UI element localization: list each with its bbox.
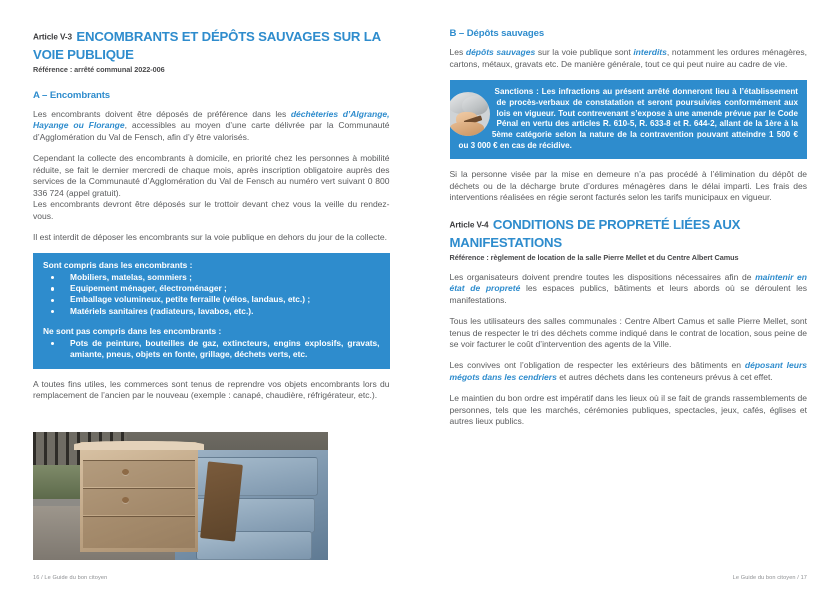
footer-left: 16 / Le Guide du bon citoyen (33, 575, 108, 581)
article-title: CONDITIONS DE PROPRETÉ LIÉES AUX MANIFESTATIONS (449, 216, 741, 250)
paragraph-organisateurs (450, 272, 808, 307)
list-item: Emballage volumineux, petite ferraille (vélos, landaus, etc.) ; (43, 294, 380, 305)
info-box-encombrants (33, 253, 390, 368)
photo-drawer-knob (122, 497, 129, 503)
p1-pre: Les encombrants doivent être déposés de préférence dans les (33, 108, 291, 119)
paragraph-encombrants-decheteries (33, 109, 390, 144)
info-box-excluded-title: Ne sont pas compris dans les encombrants : (43, 326, 222, 337)
pb1-c: , notamment les ordures ménagères, cartons, métaux, gravats etc. De manière générale, tout ce qui peut nuire au cadre de vie. (449, 47, 808, 69)
info-box-spacer (43, 317, 380, 326)
photo-sofa-back (184, 457, 318, 496)
photo-bulky-waste (33, 432, 328, 560)
paragraph-convives-megots (450, 360, 808, 383)
pb1-hl1: dépôts sauvages (465, 47, 536, 57)
paragraph-commerces-reprise: A toutes fins utiles, les commerces sont tenus de reprendre vos objets encombrants lors du remplacement de l’ancien par le nouveau (exemple : canapé, chaudière, réfrigérateur, etc.). (33, 378, 390, 401)
sanctions-text: Sanctions : Les infractions au présent arrêté donneront lieu à l’établissement de procès-verbaux de constatation et seront poursuivies conformément aux lois en vigueur. Tout contrevenant s’expose à une amende prévue par le Code Pénal en vertu des articles R. 610-5, R. 633-8 et R. 644-2, allant de la 1ère à la 5ème catégorie selon la nature de la contravention pouvant atteindre 1 500 € ou 3 000 € en cas de récidive. (458, 86, 798, 151)
article-reference: Référence : arrêté communal 2022-006 (33, 64, 165, 74)
pr3-a: Les convives ont l’obligation de respecter les extérieurs des bâtiments en (449, 360, 745, 371)
list-item: Pots de peinture, bouteilles de gaz, extincteurs, engins explosifs, gravats, amiante, pneus, objets en fonte, grillage, déchets verts, etc. (43, 338, 380, 361)
paragraph-depots-sauvages (450, 47, 808, 70)
info-box-included-list (43, 272, 380, 318)
page-right (420, 0, 839, 595)
section-heading-a: A – Encombrants (33, 89, 111, 101)
info-box-excluded-list (43, 338, 380, 361)
paragraph-bon-ordre: Le maintien du bon ordre est impératif dans les lieux où il se fait de grands rassemblements de personnes, tels que les marchés, cérémonies publiques, spectacles, jeux, cafés, églises et autres lieux publics. (449, 392, 807, 427)
photo-drawer (83, 460, 195, 487)
paragraph-interdiction: Il est interdit de déposer les encombrants sur la voie publique en dehors du jour de la collecte. (33, 232, 387, 243)
list-item: Matériels sanitaires (radiateurs, lavabos, etc.). (43, 306, 380, 317)
list-item: Mobiliers, matelas, sommiers ; (43, 272, 380, 283)
info-box-included-title: Sont compris dans les encombrants : (43, 260, 193, 271)
paragraph-salles-communales: Tous les utilisateurs des salles communales : Centre Albert Camus et salle Pierre Mellet, sont tenus de respecter le tri des déchets comme indiqué dans le contrat de location, sous peine de se voir facturer le coût d’intervention des agents de la Ville. (449, 316, 807, 350)
p1-post: , accessibles au moyen d’une carte délivrée par la Communauté d’Agglomération du Val de Fensch, afin d’y être valorisés. (33, 120, 390, 142)
list-item: Equipement ménager, électroménager ; (43, 283, 380, 294)
pr1-b: les espaces publics, bâtiments et leurs abords où se déroulent les manifestations. (449, 283, 807, 305)
article-heading-v3 (33, 28, 390, 64)
pr3-hl: déposant leurs mégots dans les cendriers (449, 360, 807, 382)
footer-right: Le Guide du bon citoyen / 17 (732, 575, 807, 581)
photo-drawer-knob (122, 469, 129, 475)
judge-hand (450, 122, 484, 136)
pb1-b: sur la voie publique sont (535, 47, 634, 57)
section-heading-b: B – Dépôts sauvages (449, 28, 545, 39)
photo-dresser-top (74, 441, 204, 450)
pr1-hl: maintenir en état de propreté (449, 271, 807, 294)
sanctions-box (450, 80, 808, 159)
pr3-b: et autres déchets dans les conteneurs prévus à cet effet. (556, 371, 773, 382)
paragraph-mise-en-demeure: Si la personne visée par la mise en demeure n’a pas procédé à l’élimination du dépôt de déchets ou de la décharge brute d’ordures ménagères dans le délai imparti. Les frais des interventions réalisées en régie seront facturés selon les tarifs municipaux en vigueur. (449, 169, 807, 203)
paragraph-collecte-domicile: Cependant la collecte des encombrants à domicile, en priorité chez les personnes à mobilité réduite, se fait le dernier mercredi de chaque mois, après inscription obligatoire auprès des services de la Communauté d’Agglomération du Val de Fensch au numéro vert suivant 0 800 336 724 (appel gratuit). (33, 153, 390, 198)
judge-gavel-icon (450, 92, 490, 136)
pb1-hl2: interdits (633, 47, 667, 57)
article-heading-v4 (450, 216, 808, 252)
article-reference: Référence : règlement de location de la salle Pierre Mellet et du Centre Albert Camus (449, 252, 739, 262)
p1-highlight: déchèteries d’Algrange, Hayange ou Florange (33, 108, 390, 131)
article-tag: Article V-4 (449, 220, 489, 230)
article-tag: Article V-3 (33, 32, 72, 42)
paragraph-trottoir: Les encombrants devront être déposés sur le trottoir devant chez vous la veille du rendez-vous. (33, 199, 390, 222)
pr1-a: Les organisateurs doivent prendre toutes les dispositions nécessaires afin de (449, 271, 756, 282)
photo-drawer (83, 516, 195, 548)
photo-drawer (83, 488, 195, 515)
article-title: ENCOMBRANTS ET DÉPÔTS SAUVAGES SUR LA VOIE PUBLIQUE (33, 29, 381, 62)
pb1-a: Les (449, 47, 466, 57)
